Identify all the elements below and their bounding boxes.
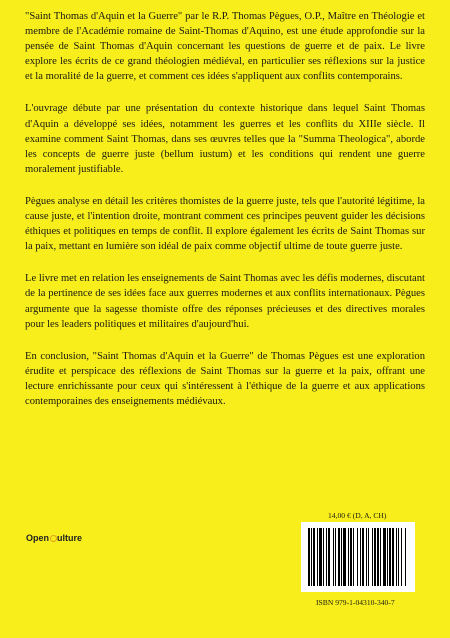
barcode-bar [357,528,358,586]
barcode-bar [353,528,354,586]
barcode-bar [392,528,394,586]
barcode-bar [328,528,330,586]
barcode-bar [333,528,334,586]
barcode-bar [343,528,346,586]
paragraph-intro: "Saint Thomas d'Aquin et la Guerre" par le R.P. Thomas Pègues, O.P., Maître en Théologie et membre de l'Académie romaine de Saint-Thomas d'Aquino, est une étude approfondie sur la pensée de Saint Thomas d'Aquin concernant les questions de guerre et de paix. Le livre explore les écrits de ce grand théologien médiéval, en particulier ses réflexions sur la justice et la moralité de la guerre, et comment ces idées s'appliquent aux conflits contemporains. [25,11,425,83]
barcode-bar [398,528,399,586]
barcode-box [301,522,415,592]
barcode-bar [380,528,381,586]
barcode-bar [338,528,340,586]
barcode-bar [308,528,310,586]
barcode-bar [372,528,373,586]
logo-text-open: Open [26,533,50,543]
barcode-bar [319,528,322,586]
barcode-bar [348,528,349,586]
paragraph-modern: Le livre met en relation les enseignements de Saint Thomas avec les défis modernes, discutant de la pertinence de ses idées face aux guerres modernes et aux conflits internationaux. Pègues argumente que la sagesse thomiste offre des réponses précieuses et des directives morales pour les leaders politiques et militaires d'aujourd'hui. [25,273,425,330]
barcode-bar [323,528,324,586]
barcode-bar [401,528,402,586]
barcode-bar [362,528,364,586]
barcode-bar [313,528,315,586]
barcode-bar [377,528,379,586]
barcode-bar [326,528,327,586]
isbn-label: ISBN 979-1-04310-340-7 [316,598,395,607]
logo-ring-icon [50,535,57,542]
barcode-bar [341,528,342,586]
barcode-bar [389,528,391,586]
barcode-bar [383,528,386,586]
barcode-bar [387,528,388,586]
barcode-bar [366,528,367,586]
barcode-bar [311,528,312,586]
paragraph-conclusion: En conclusion, "Saint Thomas d'Aquin et la Guerre" de Thomas Pègues est une exploration érudite et perspicace des réflexions de Saint Thomas sur la guerre et la paix, offrant une lecture enrichissante pour ceux qui s'intéressent à l'éthique de la guerre et aux applications contemporaines des enseignements médiévaux. [25,350,425,407]
logo-text-ulture: ulture [57,533,83,543]
barcode-icon [307,528,409,586]
barcode-bar [350,528,352,586]
barcode-bar [374,528,376,586]
barcode-bar [368,528,369,586]
back-cover-text [25,9,425,426]
barcode-bar [360,528,361,586]
barcode-bar [335,528,336,586]
paragraph-context: L'ouvrage débute par une présentation du contexte historique dans lequel Saint Thomas d'Aquin a développé ses idées, notamment les guerres et les conflits du XIIIe siècle. Il examine comment Saint Thomas, dans ses œuvres telles que la "Summa Theologica", aborde les concepts de guerre juste (bellum iustum) et les conditions qui rendent une guerre moralement justifiable. [25,103,425,175]
publisher-logo [26,533,82,543]
price-label: 14,00 € (D, A, CH) [328,511,387,520]
barcode-bar [396,528,397,586]
barcode-bar [405,528,406,586]
paragraph-analysis: Pègues analyse en détail les critères thomistes de la guerre juste, tels que l'autorité légitime, la cause juste, et l'intention droite, montrant comment ces principes peuvent guider les décisions éthiques et politiques en temps de conflit. Il explore également les écrits de Saint Thomas sur la paix, mettant en lumière son idéal de paix comme objectif ultime de toute guerre juste. [25,195,425,253]
barcode-bar [317,528,318,586]
